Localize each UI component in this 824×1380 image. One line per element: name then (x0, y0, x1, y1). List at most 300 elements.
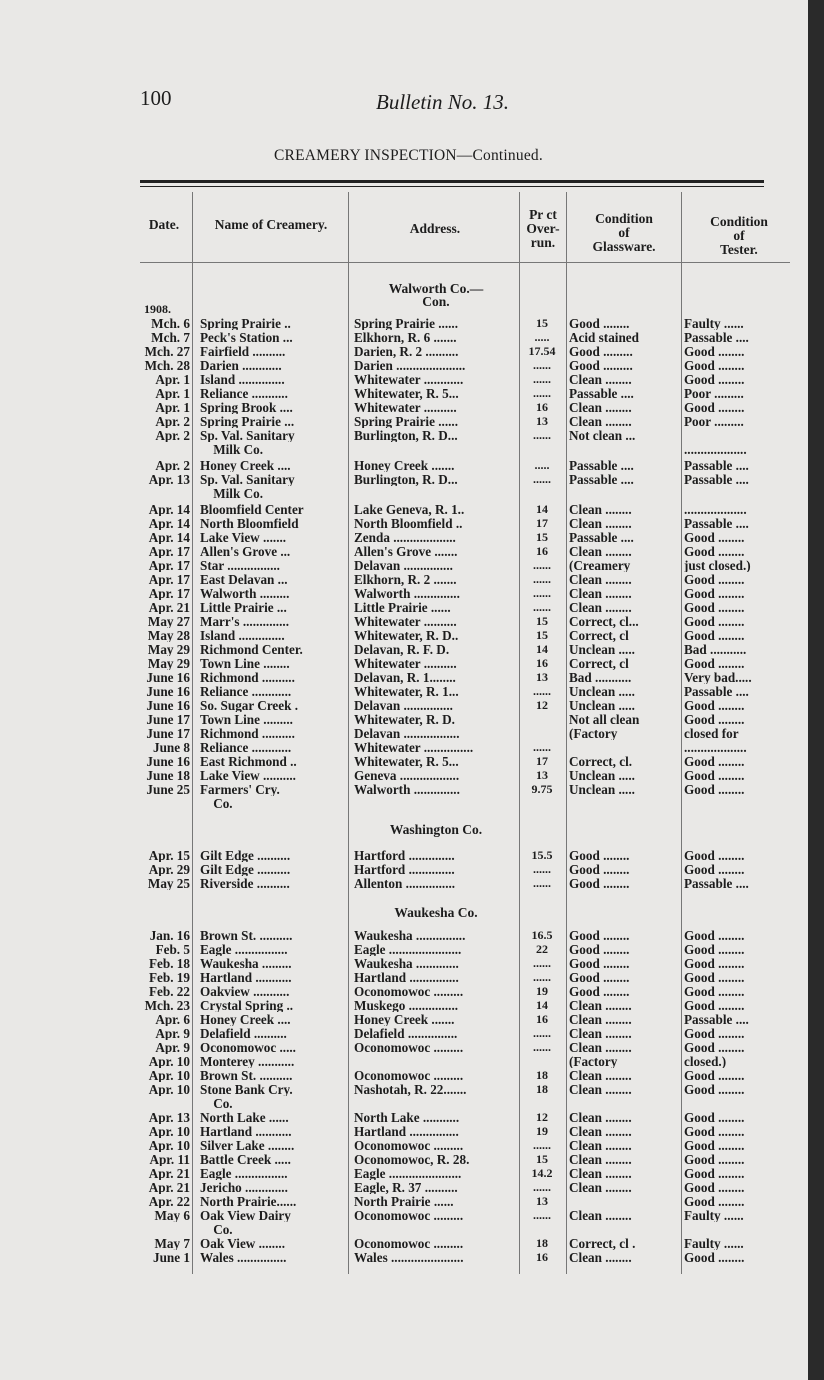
overrun-cell: ...... (533, 1181, 551, 1194)
address-cell: Oconomowoc ......... (354, 1237, 464, 1250)
table-row (0, 629, 800, 642)
table-row (0, 487, 800, 500)
date-cell: Apr. 2 (155, 429, 190, 442)
table-row (0, 1013, 800, 1026)
creamery-name-cell: Richmond Center. (200, 643, 303, 656)
creamery-name-cell: Gilt Edge .......... (200, 863, 291, 876)
table-row (0, 429, 800, 442)
tester-cell: Poor ......... (684, 415, 744, 428)
glassware-cell: Clean ........ (569, 1153, 632, 1166)
overrun-cell: ...... (533, 741, 551, 754)
address-cell: Geneva .................. (354, 769, 460, 782)
tester-cell: Good ........ (684, 769, 745, 782)
glassware-cell: Clean ........ (569, 1083, 632, 1096)
address-cell: Whitewater, R. 5... (354, 387, 459, 400)
glassware-cell: Clean ........ (569, 1167, 632, 1180)
date-cell: May 25 (147, 877, 190, 890)
creamery-name-cell: Monterey ........... (200, 1055, 295, 1068)
table-row (0, 971, 800, 984)
date-cell: June 1 (152, 1251, 190, 1264)
overrun-cell: 14 (536, 999, 548, 1012)
page-title: CREAMERY INSPECTION—Continued. (274, 147, 543, 164)
overrun-cell: 16 (536, 401, 548, 414)
date-cell: Apr. 1 (155, 401, 190, 414)
glassware-cell: Good ........ (569, 877, 630, 890)
date-cell: Feb. 5 (155, 943, 190, 956)
date-cell: Mch. 6 (151, 317, 190, 330)
address-cell: Waukesha ............. (354, 957, 459, 970)
address-cell: Delavan ................. (354, 727, 460, 740)
table-row (0, 317, 800, 330)
overrun-cell: 17 (536, 517, 548, 530)
table-row (0, 1167, 800, 1180)
glassware-cell: Good ........ (569, 929, 630, 942)
tester-cell: Passable .... (684, 685, 749, 698)
tester-cell: Good ........ (684, 1167, 745, 1180)
tester-cell: Good ........ (684, 863, 745, 876)
tester-cell: Good ........ (684, 943, 745, 956)
overrun-cell: ...... (533, 601, 551, 614)
table-row (0, 345, 800, 358)
date-cell: Apr. 15 (148, 849, 190, 862)
creamery-name-cell: Bloomfield Center (200, 503, 304, 516)
address-cell: Whitewater, R. 1... (354, 685, 459, 698)
table-row (0, 797, 800, 810)
glassware-cell: Good ........ (569, 849, 630, 862)
table-row (0, 1083, 800, 1096)
address-cell: Muskego ............... (354, 999, 459, 1012)
tester-cell: Good ........ (684, 1111, 745, 1124)
glassware-cell: Clean ........ (569, 1139, 632, 1152)
date-cell: Apr. 17 (148, 573, 190, 586)
tester-cell: Good ........ (684, 587, 745, 600)
address-cell: Elkhorn, R. 2 ....... (354, 573, 457, 586)
date-cell: June 17 (146, 727, 190, 740)
date-cell: June 8 (152, 741, 190, 754)
glassware-cell: Clean ........ (569, 1125, 632, 1138)
address-cell: Darien ..................... (354, 359, 466, 372)
creamery-name-cell: East Delavan ... (200, 573, 288, 586)
date-cell: Apr. 13 (148, 473, 190, 486)
overrun-cell: 19 (536, 1125, 548, 1138)
address-cell: Hartland ............... (354, 1125, 459, 1138)
date-cell: Apr. 17 (148, 545, 190, 558)
creamery-name-cell: So. Sugar Creek . (200, 699, 299, 712)
date-cell: May 29 (147, 657, 190, 670)
address-cell: Burlington, R. D... (354, 473, 458, 486)
tester-cell: Good ........ (684, 1069, 745, 1082)
tester-cell: closed for (684, 727, 739, 740)
overrun-cell: 16 (536, 1251, 548, 1264)
table-row (0, 713, 800, 726)
table-row (0, 783, 800, 796)
date-cell: Apr. 10 (148, 1055, 190, 1068)
overrun-cell: 16 (536, 1013, 548, 1026)
tester-cell: Good ........ (684, 1153, 745, 1166)
address-cell: North Bloomfield .. (354, 517, 463, 530)
creamery-name-cell: Jericho ............. (200, 1181, 288, 1194)
creamery-name-cell: Eagle ................ (200, 1167, 288, 1180)
glassware-cell: Clean ........ (569, 517, 632, 530)
tester-cell: Good ........ (684, 1125, 745, 1138)
tester-cell: Good ........ (684, 657, 745, 670)
year-label: 1908. (144, 302, 171, 316)
overrun-cell: ...... (533, 685, 551, 698)
creamery-name-cell: Stone Bank Cry. (200, 1083, 293, 1096)
table-row (0, 929, 800, 942)
overrun-cell: ..... (534, 331, 550, 344)
tester-cell: Good ........ (684, 1251, 745, 1264)
address-cell: Whitewater ............ (354, 373, 464, 386)
overrun-cell: 18 (536, 1069, 548, 1082)
table-row (0, 1153, 800, 1166)
table-row (0, 359, 800, 372)
creamery-name-cell: Milk Co. (200, 487, 264, 500)
county-heading: Walworth Co.— Con. (388, 281, 484, 309)
date-cell: Feb. 22 (148, 985, 190, 998)
glassware-cell: Good ........ (569, 971, 630, 984)
tester-cell: Passable .... (684, 877, 749, 890)
address-cell: Oconomowoc ......... (354, 1209, 464, 1222)
glassware-cell: (Creamery (569, 559, 631, 572)
header-tester: Condition of Tester. (710, 214, 768, 257)
tester-cell: Good ........ (684, 373, 745, 386)
glassware-cell: Unclean ..... (569, 685, 635, 698)
address-cell: Whitewater .......... (354, 401, 457, 414)
table-row (0, 573, 800, 586)
creamery-name-cell: Spring Prairie .. (200, 317, 291, 330)
date-cell: Mch. 7 (151, 331, 190, 344)
overrun-cell: 18 (536, 1083, 548, 1096)
tester-cell: Good ........ (684, 629, 745, 642)
glassware-cell: Clean ........ (569, 545, 632, 558)
overrun-cell: ...... (533, 1139, 551, 1152)
creamery-name-cell: Co. (200, 1223, 233, 1236)
overrun-cell: ...... (533, 373, 551, 386)
tester-cell: Passable .... (684, 473, 749, 486)
overrun-cell: 14 (536, 503, 548, 516)
creamery-name-cell: Wales ............... (200, 1251, 287, 1264)
creamery-name-cell: North Bloomfield (200, 517, 299, 530)
overrun-cell: ...... (533, 573, 551, 586)
address-cell: Spring Prairie ...... (354, 317, 459, 330)
glassware-cell: (Factory (569, 1055, 618, 1068)
creamery-name-cell: Co. (200, 1097, 233, 1110)
table-row (0, 559, 800, 572)
creamery-name-cell: Island .............. (200, 373, 285, 386)
table-row (0, 401, 800, 414)
date-cell: Apr. 17 (148, 559, 190, 572)
glassware-cell: Clean ........ (569, 587, 632, 600)
tester-cell: Good ........ (684, 783, 745, 796)
overrun-cell: 16 (536, 657, 548, 670)
tester-cell: Good ........ (684, 957, 745, 970)
tester-cell: Good ........ (684, 971, 745, 984)
date-cell: Apr. 22 (148, 1195, 190, 1208)
overrun-cell: 15.5 (531, 849, 553, 862)
tester-cell: Good ........ (684, 601, 745, 614)
date-cell: Apr. 14 (148, 503, 190, 516)
table-row (0, 459, 800, 472)
glassware-cell: Unclean ..... (569, 769, 635, 782)
glassware-cell: Not all clean (569, 713, 640, 726)
table-row (0, 545, 800, 558)
address-cell: Honey Creek ....... (354, 459, 455, 472)
table-row (0, 1055, 800, 1068)
date-cell: Apr. 21 (148, 1167, 190, 1180)
table-row (0, 863, 800, 876)
page-edge (808, 0, 824, 1380)
overrun-cell: ..... (534, 459, 550, 472)
tester-cell: Good ........ (684, 1083, 745, 1096)
tester-cell: Good ........ (684, 985, 745, 998)
overrun-cell: 12 (536, 699, 548, 712)
date-cell: Apr. 2 (155, 415, 190, 428)
tester-cell: ................... (684, 443, 747, 456)
address-cell: Hartford .............. (354, 863, 455, 876)
tester-cell: Passable .... (684, 459, 749, 472)
table-row (0, 985, 800, 998)
tester-cell: Passable .... (684, 1013, 749, 1026)
glassware-cell: Good ......... (569, 345, 633, 358)
creamery-name-cell: Reliance ........... (200, 387, 288, 400)
date-cell: Apr. 11 (149, 1153, 190, 1166)
tester-cell: Good ........ (684, 929, 745, 942)
overrun-cell: 13 (536, 415, 548, 428)
tester-cell: Good ........ (684, 1041, 745, 1054)
bulletin-title: Bulletin No. 13. (376, 90, 509, 114)
table-row (0, 1027, 800, 1040)
address-cell: Hartford .............. (354, 849, 455, 862)
address-cell: Honey Creek ....... (354, 1013, 455, 1026)
table-row (0, 531, 800, 544)
glassware-cell: Unclean ..... (569, 699, 635, 712)
address-cell: Little Prairie ...... (354, 601, 451, 614)
glassware-cell: Clean ........ (569, 1181, 632, 1194)
table-row (0, 643, 800, 656)
creamery-name-cell: Farmers' Cry. (200, 783, 280, 796)
creamery-name-cell: North Prairie...... (200, 1195, 297, 1208)
tester-cell: Good ........ (684, 1181, 745, 1194)
address-cell: Allen's Grove ....... (354, 545, 458, 558)
table-row (0, 331, 800, 344)
address-cell: Whitewater, R. 5... (354, 755, 459, 768)
glassware-cell: Good ........ (569, 985, 630, 998)
header-glassware: Condition of Glassware. (592, 211, 656, 254)
glassware-cell: Clean ........ (569, 1111, 632, 1124)
table-row (0, 1111, 800, 1124)
creamery-name-cell: Honey Creek .... (200, 459, 291, 472)
tester-cell: Passable .... (684, 331, 749, 344)
overrun-cell: 15 (536, 317, 548, 330)
overrun-cell: ...... (533, 1209, 551, 1222)
glassware-cell: Clean ........ (569, 1209, 632, 1222)
table-row (0, 1195, 800, 1208)
table-row (0, 587, 800, 600)
address-cell: Delavan, R. F. D. (354, 643, 450, 656)
table-row (0, 769, 800, 782)
glassware-cell: Passable .... (569, 459, 634, 472)
date-cell: Apr. 1 (155, 387, 190, 400)
creamery-name-cell: Lake View .......... (200, 769, 296, 782)
address-cell: Allenton ............... (354, 877, 456, 890)
tester-cell: Good ........ (684, 699, 745, 712)
overrun-cell: 16.5 (531, 929, 553, 942)
glassware-cell: Not clean ... (569, 429, 636, 442)
creamery-name-cell: Hartland ........... (200, 971, 292, 984)
tester-cell: Poor ......... (684, 387, 744, 400)
creamery-name-cell: Town Line ......... (200, 713, 293, 726)
overrun-cell: ...... (533, 559, 551, 572)
date-cell: May 28 (147, 629, 190, 642)
address-cell: Burlington, R. D... (354, 429, 458, 442)
address-cell: Walworth .............. (354, 783, 460, 796)
glassware-cell: Correct, cl (569, 629, 629, 642)
overrun-cell: ...... (533, 877, 551, 890)
header-rule-thick (140, 180, 764, 183)
creamery-name-cell: Sp. Val. Sanitary (200, 473, 295, 486)
table-row (0, 1223, 800, 1236)
address-cell: Delavan ............... (354, 699, 453, 712)
address-cell: North Prairie ...... (354, 1195, 454, 1208)
overrun-cell: ...... (533, 971, 551, 984)
table-row (0, 443, 800, 456)
tester-cell: Good ........ (684, 573, 745, 586)
tester-cell: Good ........ (684, 1027, 745, 1040)
creamery-name-cell: Crystal Spring .. (200, 999, 294, 1012)
address-cell: Delafield ............... (354, 1027, 458, 1040)
address-cell: Hartland ............... (354, 971, 459, 984)
address-cell: Darien, R. 2 .......... (354, 345, 459, 358)
table-row (0, 957, 800, 970)
address-cell: Spring Prairie ...... (354, 415, 459, 428)
overrun-cell: ...... (533, 863, 551, 876)
glassware-cell: Clean ........ (569, 573, 632, 586)
address-cell: Whitewater .......... (354, 615, 457, 628)
date-cell: June 25 (146, 783, 190, 796)
table-row (0, 671, 800, 684)
creamery-name-cell: Little Prairie ... (200, 601, 287, 614)
address-cell: Whitewater, R. D. (354, 713, 455, 726)
date-cell: Apr. 10 (148, 1069, 190, 1082)
table-row (0, 849, 800, 862)
glassware-cell: Correct, cl (569, 657, 629, 670)
glassware-cell: Clean ........ (569, 1041, 632, 1054)
tester-cell: Good ........ (684, 401, 745, 414)
table-row (0, 657, 800, 670)
address-cell: Oconomowoc ......... (354, 1139, 464, 1152)
date-cell: June 16 (146, 671, 190, 684)
glassware-cell: Good ......... (569, 359, 633, 372)
creamery-name-cell: Reliance ............ (200, 741, 292, 754)
date-cell: Apr. 13 (148, 1111, 190, 1124)
date-cell: Apr. 21 (148, 1181, 190, 1194)
creamery-name-cell: Honey Creek .... (200, 1013, 291, 1026)
table-row (0, 1181, 800, 1194)
tester-cell: Good ........ (684, 545, 745, 558)
creamery-name-cell: Brown St. .......... (200, 929, 293, 942)
overrun-cell: 14 (536, 643, 548, 656)
overrun-cell: 15 (536, 615, 548, 628)
creamery-name-cell: Island .............. (200, 629, 285, 642)
overrun-cell: 17 (536, 755, 548, 768)
glassware-cell: Good ........ (569, 317, 630, 330)
overrun-cell: 15 (536, 1153, 548, 1166)
address-cell: Oconomowoc ......... (354, 985, 464, 998)
tester-cell: Good ........ (684, 1195, 745, 1208)
table-row (0, 373, 800, 386)
date-cell: May 6 (154, 1209, 190, 1222)
creamery-name-cell: Battle Creek ..... (200, 1153, 291, 1166)
date-cell: Apr. 14 (148, 517, 190, 530)
table-row (0, 1097, 800, 1110)
creamery-name-cell: Delafield .......... (200, 1027, 287, 1040)
overrun-cell: 14.2 (531, 1167, 553, 1180)
table-row (0, 727, 800, 740)
county-heading: Washington Co. (389, 822, 483, 837)
glassware-cell: Clean ........ (569, 373, 632, 386)
glassware-cell: Unclean ..... (569, 783, 635, 796)
creamery-name-cell: East Richmond .. (200, 755, 297, 768)
header-overrun: Pr ct Over- run. (526, 207, 560, 250)
tester-cell: Faulty ...... (684, 317, 744, 330)
creamery-name-cell: Sp. Val. Sanitary (200, 429, 295, 442)
tester-cell: Good ........ (684, 1139, 745, 1152)
date-cell: Apr. 6 (155, 1013, 190, 1026)
address-cell: North Lake ........... (354, 1111, 460, 1124)
glassware-cell: Acid stained (569, 331, 639, 344)
header-rule-thin (140, 186, 764, 187)
creamery-name-cell: Hartland ........... (200, 1125, 292, 1138)
table-row (0, 1139, 800, 1152)
date-cell: Apr. 14 (148, 531, 190, 544)
creamery-name-cell: Co. (200, 797, 233, 810)
table-row (0, 1125, 800, 1138)
glassware-cell: Clean ........ (569, 415, 632, 428)
overrun-cell: ...... (533, 1027, 551, 1040)
tester-cell: Good ........ (684, 999, 745, 1012)
glassware-cell: Clean ........ (569, 1013, 632, 1026)
overrun-cell: 18 (536, 1237, 548, 1250)
creamery-name-cell: Milk Co. (200, 443, 264, 456)
overrun-cell: 17.54 (528, 345, 556, 358)
tester-cell: Good ........ (684, 849, 745, 862)
glassware-cell: Passable .... (569, 531, 634, 544)
overrun-cell: 16 (536, 545, 548, 558)
overrun-cell: ...... (533, 587, 551, 600)
address-cell: Whitewater ............... (354, 741, 474, 754)
creamery-name-cell: Lake View ....... (200, 531, 287, 544)
glassware-cell: Clean ........ (569, 601, 632, 614)
creamery-name-cell: Reliance ............ (200, 685, 292, 698)
page-number: 100 (140, 86, 172, 110)
glassware-cell: Clean ........ (569, 503, 632, 516)
date-cell: May 7 (154, 1237, 190, 1250)
address-cell: Whitewater, R. D.. (354, 629, 459, 642)
table-row (0, 1209, 800, 1222)
tester-cell: Bad ........... (684, 643, 747, 656)
tester-cell: Faulty ...... (684, 1237, 744, 1250)
tester-cell: Good ........ (684, 531, 745, 544)
date-cell: June 16 (146, 685, 190, 698)
date-cell: Apr. 17 (148, 587, 190, 600)
address-cell: Elkhorn, R. 6 ....... (354, 331, 457, 344)
county-heading: Waukesha Co. (394, 905, 478, 920)
tester-cell: Faulty ...... (684, 1209, 744, 1222)
glassware-cell: Good ........ (569, 957, 630, 970)
overrun-cell: 19 (536, 985, 548, 998)
creamery-name-cell: Fairfield .......... (200, 345, 286, 358)
